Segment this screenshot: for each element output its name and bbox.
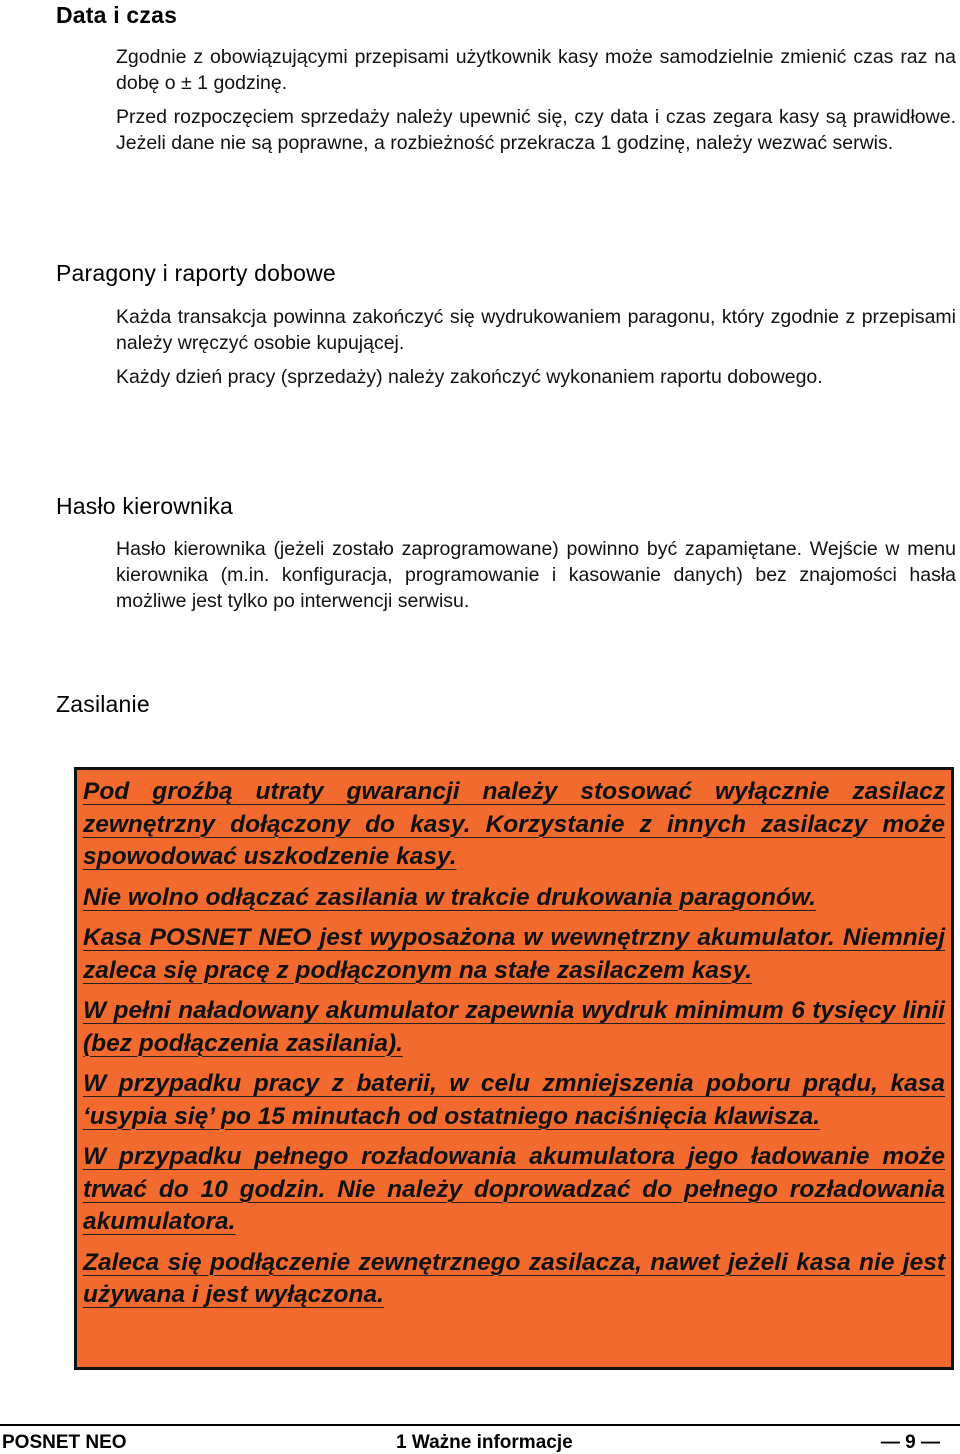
footer-page-number: — 9 —: [880, 1432, 940, 1453]
warning-paragraph: W pełni naładowany akumulator zapewnia wydruk minimum 6 tysięcy linii (bez podłączenia zasilania).: [83, 997, 945, 1057]
warning-paragraph: Zaleca się podłączenie zewnętrznego zasilacza, nawet jeżeli kasa nie jest używana i jest wyłączona.: [83, 1248, 945, 1308]
heading-data-i-czas: Data i czas: [56, 2, 178, 28]
paragraph: Przed rozpoczęciem sprzedaży należy upewnić się, czy data i czas zegara kasy są prawidłowe. Jeżeli dane nie są poprawne, a rozbieżność przekracza 1 godzinę, należy wezwać serwis.: [116, 106, 956, 154]
paragraph: Każdy dzień pracy (sprzedaży) należy zakończyć wykonaniem raportu dobowego.: [116, 366, 823, 388]
warning-paragraph: W przypadku pełnego rozładowania akumulatora jego ładowanie może trwać do 10 godzin. Nie należy doprowadzać do pełnego rozładowania akumulatora.: [83, 1143, 945, 1235]
warning-paragraph: Kasa POSNET NEO jest wyposażona w wewnętrzny akumulator. Niemniej zaleca się pracę z podłączonym na stałe zasilaczem kasy.: [83, 924, 945, 984]
warning-paragraph: Nie wolno odłączać zasilania w trakcie drukowania paragonów.: [83, 883, 816, 911]
page-footer: [0, 1424, 960, 1454]
paragraph: Zgodnie z obowiązującymi przepisami użytkownik kasy może samodzielnie zmienić czas raz na dobę o ± 1 godzinę.: [116, 46, 956, 94]
paragraph: Hasło kierownika (jeżeli zostało zaprogramowane) powinno być zapamiętane. Wejście w menu kierownika (m.in. konfiguracja, programowanie i kasowanie danych) bez znajomości hasła możliwe jest tylko po interwencji serwisu.: [116, 538, 956, 612]
footer-chapter: 1 Ważne informacje: [396, 1432, 573, 1453]
paragraph: Każda transakcja powinna zakończyć się wydrukowaniem paragonu, który zgodnie z przepisami należy wręczyć osobie kupującej.: [116, 306, 956, 354]
footer-product: POSNET NEO: [2, 1432, 127, 1453]
heading-haslo-kierownika: Hasło kierownika: [56, 493, 234, 519]
warning-paragraph: Pod groźbą utraty gwarancji należy stosować wyłącznie zasilacz zewnętrzny dołączony do kasy. Korzystanie z innych zasilaczy może spowodować uszkodzenie kasy.: [83, 778, 945, 870]
warning-paragraph: W przypadku pracy z baterii, w celu zmniejszenia poboru prądu, kasa ‘usypia się’ po 15 minutach od ostatniego naciśnięcia klawisza.: [83, 1070, 945, 1130]
heading-paragony: Paragony i raporty dobowe: [56, 260, 336, 286]
warning-box: [74, 767, 954, 1370]
heading-zasilanie: Zasilanie: [56, 691, 150, 717]
